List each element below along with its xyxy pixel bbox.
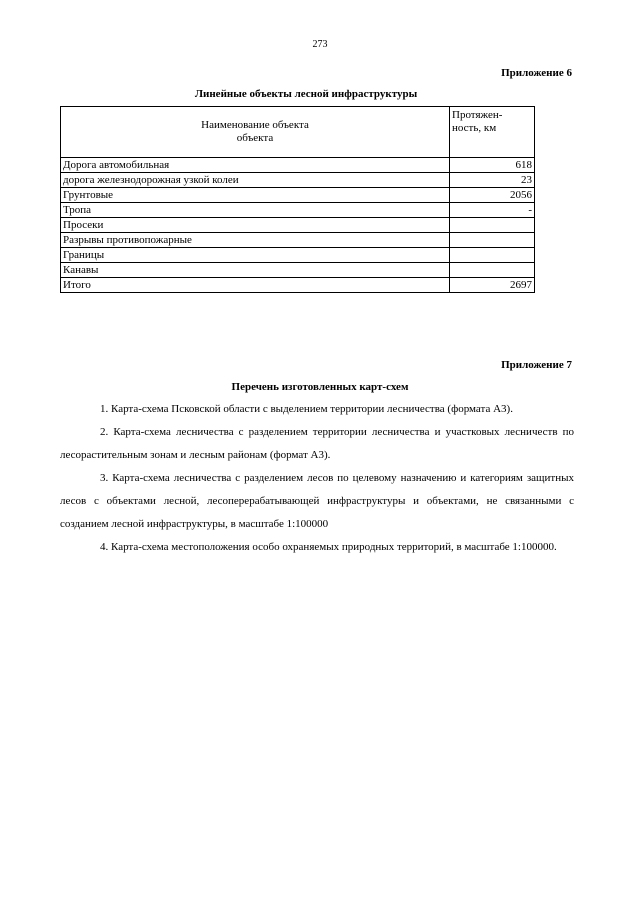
header-name-cell — [61, 107, 450, 158]
row-value-cell — [450, 263, 535, 278]
table-row — [61, 218, 535, 233]
table-row — [61, 188, 535, 203]
list-item: 3. Карта-схема лесничества с разделением лесов по целевому назначению и категориям защитных лесов с объектами лесной, лесоперерабатывающей инфраструктуры и объектами, не связанными с созданием лесной инфраструктуры, в масштабе 1:100000 — [60, 472, 574, 530]
row-name-cell: дорога железнодорожная узкой колеи — [61, 173, 450, 188]
total-name-cell: Итого — [61, 278, 450, 293]
row-name-cell: Грунтовые — [61, 188, 450, 203]
table-row — [61, 203, 535, 218]
table-row — [61, 263, 535, 278]
table-total-row — [61, 278, 535, 293]
header-name-line1: Наименование объекта — [201, 119, 309, 131]
appendix-6-label: Приложение 6 — [501, 67, 572, 79]
row-value-cell — [450, 233, 535, 248]
row-value-cell: - — [450, 203, 535, 218]
header-length-line2: ность, км — [452, 122, 497, 134]
row-name-cell: Тропа — [61, 203, 450, 218]
appendix-7-label: Приложение 7 — [501, 359, 572, 371]
header-name-line2: объекта — [236, 132, 274, 144]
list-item: 2. Карта-схема лесничества с разделением территории лесничества и участковых лесничеств по лесорастительным зонам и лесным районам (формат А3). — [60, 426, 574, 461]
header-length-line1: Протяжен- — [452, 109, 503, 121]
row-value-cell — [450, 248, 535, 263]
row-value-cell: 2056 — [450, 188, 535, 203]
table-row — [61, 158, 535, 173]
table-header-row — [61, 107, 535, 158]
header-length-cell — [450, 107, 535, 158]
row-value-cell: 23 — [450, 173, 535, 188]
row-name-cell: Дорога автомобильная — [61, 158, 450, 173]
row-value-cell — [450, 218, 535, 233]
appendix-6-title: Линейные объекты лесной инфраструктуры — [194, 88, 418, 100]
table-row — [61, 173, 535, 188]
row-value-cell: 618 — [450, 158, 535, 173]
total-value-cell: 2697 — [450, 278, 535, 293]
list-item: 4. Карта-схема местоположения особо охраняемых природных территорий, в масштабе 1:100000. — [100, 541, 557, 553]
appendix-7-title: Перечень изготовленных карт-схем — [231, 381, 409, 393]
row-name-cell: Канавы — [61, 263, 450, 278]
table-row — [61, 248, 535, 263]
row-name-cell: Границы — [61, 248, 450, 263]
infrastructure-table — [60, 106, 535, 293]
list-item: 1. Карта-схема Псковской области с выделением территории лесничества (формата А3). — [100, 403, 513, 415]
page-number: 273 — [312, 39, 328, 50]
row-name-cell: Просеки — [61, 218, 450, 233]
map-list — [60, 398, 574, 559]
table-row — [61, 233, 535, 248]
row-name-cell: Разрывы противопожарные — [61, 233, 450, 248]
